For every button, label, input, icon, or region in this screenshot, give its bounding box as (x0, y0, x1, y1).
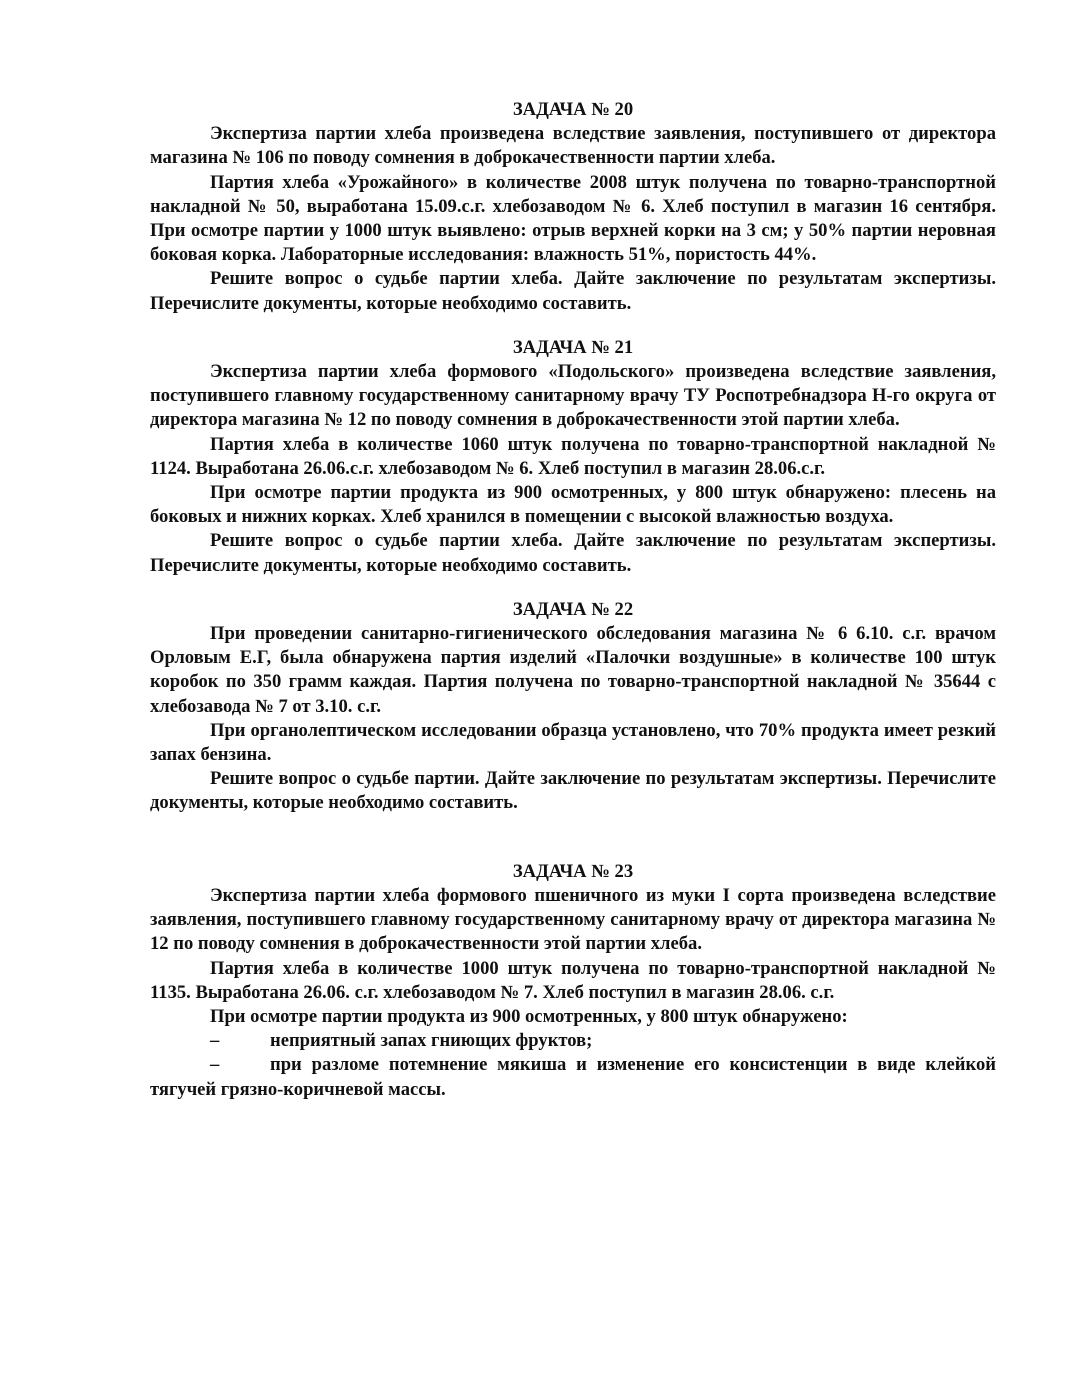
task-paragraph: При органолептическом исследовании образца установлено, что 70% продукта имеет резкий запах бензина. (150, 719, 996, 766)
task-paragraph: Экспертиза партии хлеба произведена вследствие заявления, поступившего от директора магазина № 106 по поводу сомнения в доброкачественности партии хлеба. (150, 123, 996, 169)
task-paragraph: Партия хлеба «Урожайного» в количестве 2008 штук получена по товарно-транспортной накладной № 50, выработана 15.09.с.г. хлебозаводом № 6. Хлеб поступил в магазин 16 сентября. При осмотре партии у 1000 штук выявлено: отрыв верхней корки на 3 см; у 50% партии неровная боковая корка. Лабораторные исследования: влажность 51%, пористость 44%. (150, 171, 996, 266)
section-spacer (150, 578, 996, 598)
task-22 (150, 598, 996, 816)
list-item-text: неприятный запах гниющих фруктов; (270, 1030, 593, 1052)
task-paragraph: Партия хлеба в количестве 1060 штук получена по товарно-транспортной накладной № 1124. Выработана 26.06.с.г. хлебозаводом № 6. Хлеб поступил в магазин 28.06.с.г. (150, 433, 996, 479)
task-paragraph: Решите вопрос о судьбе партии. Дайте заключение по результатам экспертизы. Перечислите документы, которые необходимо составить. (150, 768, 996, 814)
task-21 (150, 336, 996, 578)
task-paragraph: При осмотре партии продукта из 900 осмотренных, у 800 штук обнаружено: (210, 1005, 848, 1027)
task-paragraph: При осмотре партии продукта из 900 осмотренных, у 800 штук обнаружено: плесень на боковых и нижних корках. Хлеб хранился в помещении с высокой влажностью воздуха. (150, 482, 996, 528)
task-paragraph: Партия хлеба в количестве 1000 штук получена по товарно-транспортной накладной № 1135. Выработана 26.06. с.г. хлебозаводом № 7. Хлеб поступил в магазин 28.06. с.г. (150, 957, 996, 1003)
task-23 (150, 860, 996, 1102)
task-paragraph: Решите вопрос о судьбе партии хлеба. Дайте заключение по результатам экспертизы. Перечислите документы, которые необходимо составить. (150, 268, 996, 314)
task-title: ЗАДАЧА № 23 (512, 860, 634, 882)
list-dash: – (210, 1030, 220, 1052)
document-page (150, 98, 996, 1102)
section-spacer (150, 816, 996, 860)
task-title: ЗАДАЧА № 22 (512, 598, 634, 620)
task-title: ЗАДАЧА № 21 (512, 336, 634, 358)
task-title: ЗАДАЧА № 20 (512, 99, 634, 120)
task-paragraph: Решите вопрос о судьбе партии хлеба. Дайте заключение по результатам экспертизы. Перечислите документы, которые необходимо составить. (150, 530, 996, 576)
task-paragraph: Экспертиза партии хлеба формового пшеничного из муки I сорта произведена вследствие заявления, поступившего главному государственному санитарному врачу от директора магазина № 12 по поводу сомнения в доброкачественности этой партии хлеба. (150, 884, 996, 955)
section-spacer (150, 316, 996, 336)
task-20 (150, 98, 996, 316)
list-dash: – (210, 1054, 220, 1076)
list-item (150, 1053, 996, 1101)
list-item-text: при разломе потемнение мякиша и изменение его консистенции в виде клейкой тягучей грязно-коричневой массы. (150, 1054, 996, 1100)
task-paragraph: При проведении санитарно-гигиенического обследования магазина № 6 6.10. с.г. врачом Орловым Е.Г, была обнаружена партия изделий «Палочки воздушные» в количестве 100 штук коробок по 350 грамм каждая. Партия получена по товарно-транспортной накладной № 35644 с хлебозавода № 7 от 3.10. с.г. (150, 623, 996, 717)
list-item (150, 1029, 996, 1053)
task-paragraph: Экспертиза партии хлеба формового «Подольского» произведена вследствие заявления, поступившего главному государственному санитарному врачу ТУ Роспотребнадзора Н-го округа от директора магазина № 12 по поводу сомнения в доброкачественности этой партии хлеба. (150, 361, 996, 431)
